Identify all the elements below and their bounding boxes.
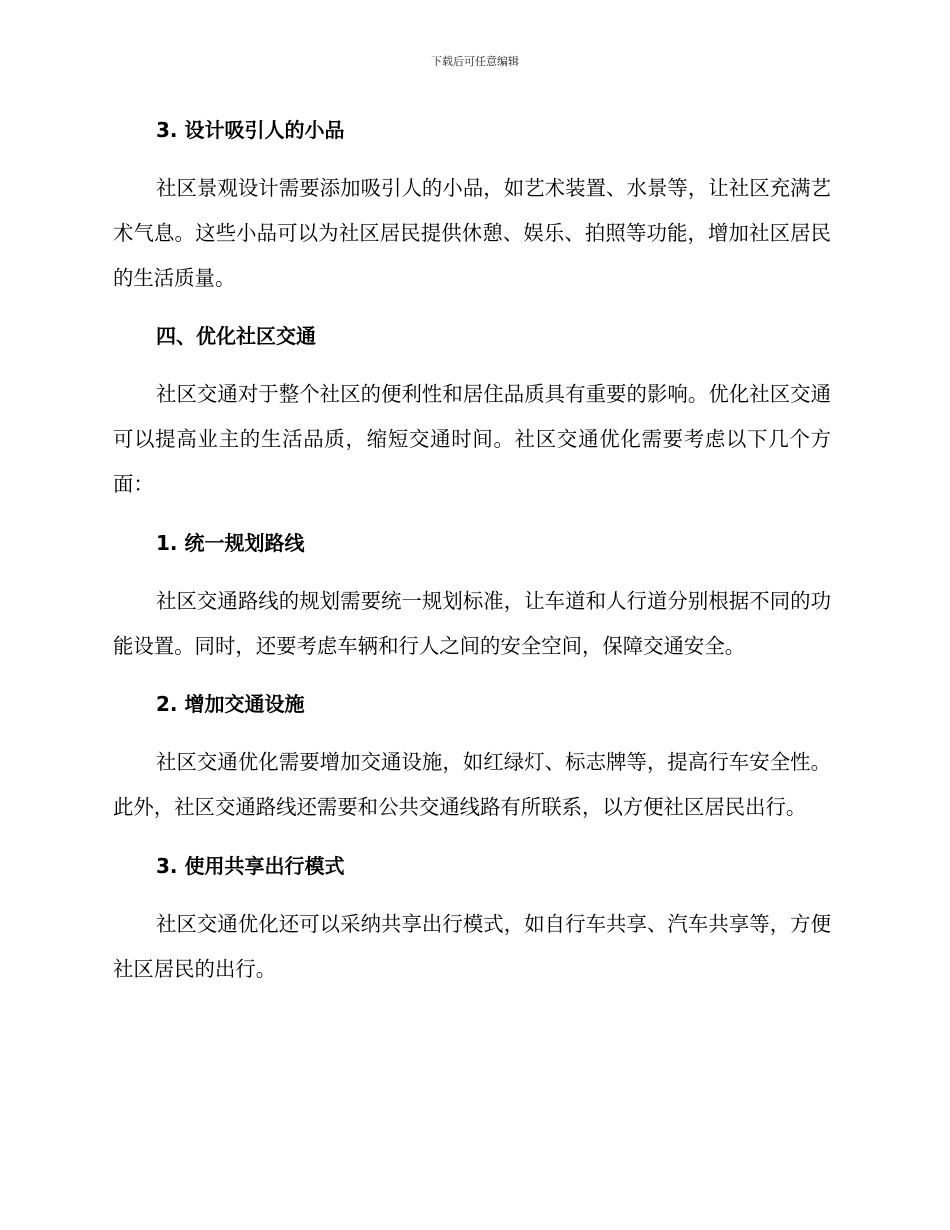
- document-body: [113, 108, 831, 992]
- section-paragraph: 社区交通路线的规划需要统一规划标准，让车道和人行道分别根据不同的功能设置。同时，还要考虑车辆和行人之间的安全空间，保障交通安全。: [113, 588, 831, 658]
- section-paragraph: 社区景观设计需要添加吸引人的小品，如艺术装置、水景等，让社区充满艺术气息。这些小品可以为社区居民提供休憩、娱乐、拍照等功能，增加社区居民的生活质量。: [113, 176, 831, 290]
- section-heading: 3. 设计吸引人的小品: [156, 118, 345, 142]
- section-paragraph: 社区交通优化还可以采纳共享出行模式，如自行车共享、汽车共享等，方便社区居民的出行。: [113, 911, 831, 981]
- section-heading: 四、优化社区交通: [156, 324, 316, 349]
- section-heading: 2. 增加交通设施: [156, 692, 305, 717]
- page-header: 下载后可任意编辑: [431, 55, 519, 68]
- section-heading: 3. 使用共享出行模式: [156, 853, 345, 878]
- section-paragraph: 社区交通优化需要增加交通设施，如红绿灯、标志牌等，提高行车安全性。此外，社区交通路线还需要和公共交通线路有所联系，以方便社区居民出行。: [113, 750, 831, 820]
- section-paragraph: 社区交通对于整个社区的便利性和居住品质具有重要的影响。优化社区交通可以提高业主的生活品质，缩短交通时间。社区交通优化需要考虑以下几个方面：: [113, 382, 831, 496]
- section-heading: 1. 统一规划路线: [156, 530, 305, 555]
